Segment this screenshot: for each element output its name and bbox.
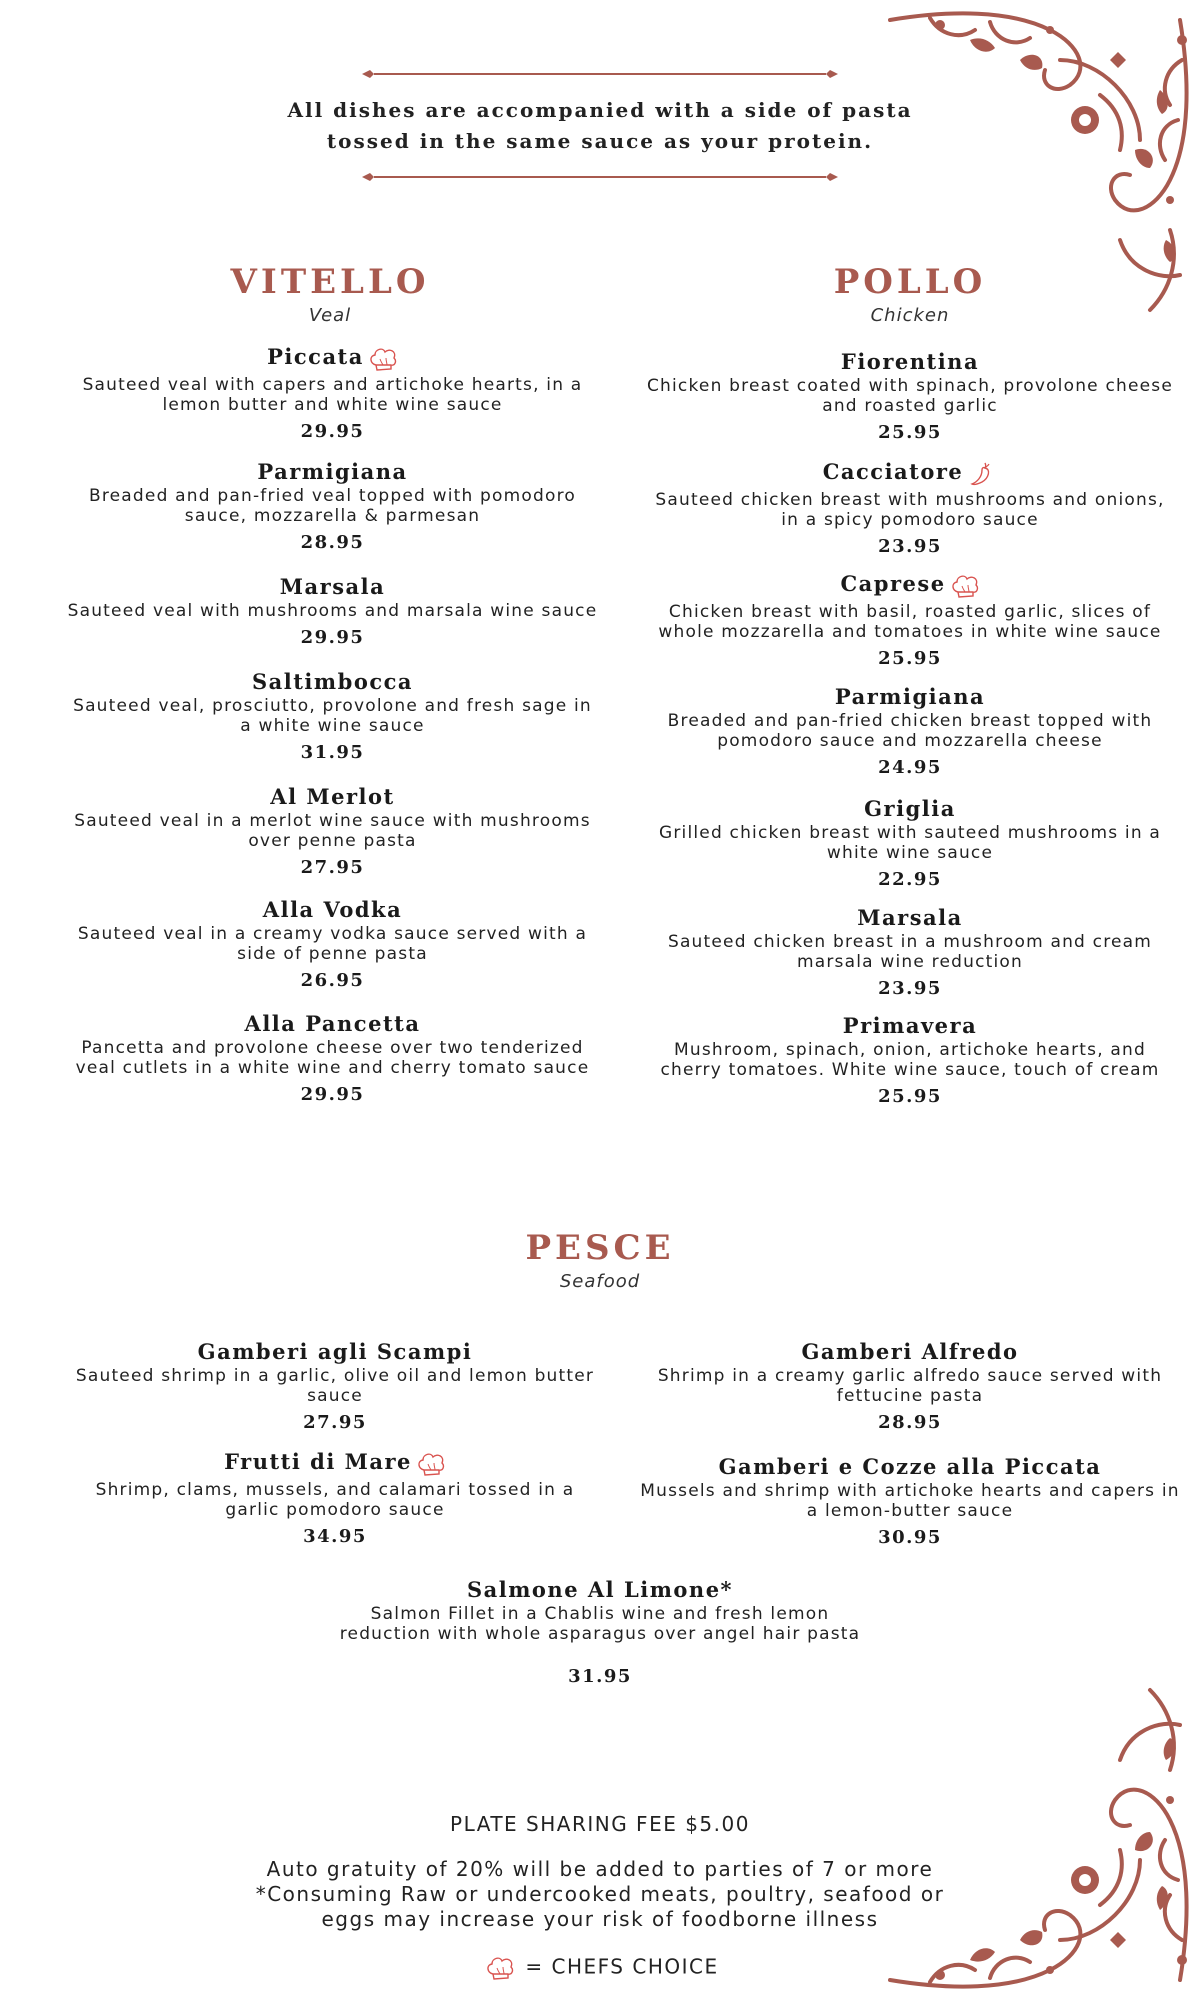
dish-price: 25.95 [878,1086,942,1107]
gratuity-notice: Auto gratuity of 20% will be added to parties of 7 or more [266,1857,934,1881]
menu-item-pesce-gamberi-alfredo [650,1340,1170,1433]
dish-description-line-2: reduction with whole asparagus over angel hair pasta [339,1624,861,1644]
dish-price: 28.95 [300,532,365,553]
section-title-pollo: POLLO [833,262,987,302]
dish-description: Chicken breast with basil, roasted garlic, slices of whole mozzarella and tomatoes in white wine sauce [658,602,1162,642]
chef-hat-icon [950,572,980,600]
dish-name: Cacciatore [822,459,964,484]
menu-item-vitello-marsala [55,575,610,648]
section-subtitle-pesce: Seafood [559,1271,641,1292]
dish-name: Gamberi Alfredo [801,1339,1019,1364]
dish-description: Sauteed chicken breast with mushrooms and onions, in a spicy pomodoro sauce [655,490,1165,530]
dish-description: Shrimp in a creamy garlic alfredo sauce served with fettucine pasta [657,1366,1163,1406]
consumption-warning-line-1: *Consuming Raw or undercooked meats, poultry, seafood or [255,1882,945,1906]
dish-description: Sauteed veal with mushrooms and marsala wine sauce [67,601,598,621]
section-subtitle-pollo: Chicken [870,305,950,326]
dish-name: Salmone Al Limone* [466,1577,734,1602]
dish-description: Sauteed veal with capers and artichoke hearts, in a lemon butter and white wine sauce [82,375,583,415]
dish-name: Parmigiana [834,684,986,709]
dish-price: 27.95 [303,1412,367,1433]
menu-item-pesce-frutti-di-mare [85,1450,585,1547]
menu-item-pollo-fiorentina [640,350,1180,443]
menu-item-pollo-primavera [650,1014,1170,1107]
chef-hat-icon [416,1450,446,1478]
chefs-choice-legend: = CHEFS CHOICE [525,1954,719,1979]
dish-price: 22.95 [878,869,942,890]
dish-name: Caprese [840,571,946,596]
dish-name: Alla Pancetta [244,1011,421,1036]
dish-name: Al Merlot [270,784,395,809]
dish-name: Parmigiana [257,459,408,484]
divider-top [360,68,840,80]
menu-item-pesce-gamberi-agli-scampi [70,1340,600,1433]
section-subtitle-vitello: Veal [308,305,352,326]
dish-price: 25.95 [878,422,942,443]
dish-description: Sauteed chicken breast in a mushroom and cream marsala wine reduction [667,932,1153,972]
menu-item-vitello-alla-vodka [70,898,595,991]
chef-hat-icon [368,345,398,373]
dish-name: Primavera [842,1013,978,1038]
dish-price: 24.95 [878,757,942,778]
dish-price: 31.95 [300,742,365,763]
dish-price: 28.95 [878,1412,942,1433]
dish-description: Mussels and shrimp with artichoke hearts and capers in a lemon-butter sauce [640,1481,1180,1521]
menu-item-vitello-saltimbocca [65,670,600,763]
dish-description: Pancetta and provolone cheese over two tenderized veal cutlets in a white wine and cherry tomato sauce [75,1038,590,1078]
dish-name: Piccata [267,344,364,369]
dish-name: Marsala [857,905,963,930]
dish-name: Gamberi agli Scampi [197,1339,473,1364]
menu-item-pesce-salmone-al-limone [300,1578,900,1687]
dish-description: Sauteed veal, prosciutto, provolone and fresh sage in a white wine sauce [73,696,592,736]
dish-description: Sauteed shrimp in a garlic, olive oil and lemon butter sauce [75,1366,595,1406]
plate-sharing-fee: PLATE SHARING FEE $5.00 [450,1812,750,1836]
dish-price: 29.95 [300,627,365,648]
dish-name: Fiorentina [840,349,980,374]
menu-item-pesce-gamberi-e-cozze [640,1455,1180,1548]
intro-note [260,95,940,157]
intro-line-1: All dishes are accompanied with a side of pasta [287,98,913,122]
chef-hat-icon [485,1954,515,1982]
menu-item-vitello-parmigiana [80,460,585,553]
dish-price: 25.95 [878,648,942,669]
dish-name: Alla Vodka [262,897,403,922]
section-title-vitello: VITELLO [230,262,430,302]
dish-price: 23.95 [878,536,942,557]
dish-description: Grilled chicken breast with sauteed mushrooms in a white wine sauce [658,823,1162,863]
dish-price: 30.95 [878,1527,942,1548]
dish-description: Shrimp, clams, mussels, and calamari tossed in a garlic pomodoro sauce [95,1480,575,1520]
menu-item-vitello-al-merlot [70,785,595,878]
menu-item-pollo-marsala [655,906,1165,999]
dish-price: 26.95 [300,970,365,991]
chili-pepper-icon [967,460,997,488]
dish-description: Sauteed veal in a merlot wine sauce with mushrooms over penne pasta [74,811,591,851]
dish-price: 29.95 [300,1084,365,1105]
consumption-warning-line-2: eggs may increase your risk of foodborne illness [321,1907,879,1931]
menu-item-pollo-griglia [650,797,1170,890]
dish-price: 31.95 [568,1666,632,1687]
dish-description: Mushroom, spinach, onion, artichoke hearts, and cherry tomatoes. White wine sauce, touch of cream [660,1040,1160,1080]
dish-name: Marsala [279,574,386,599]
dish-description: Breaded and pan-fried chicken breast topped with pomodoro sauce and mozzarella cheese [667,711,1153,751]
dish-price: 29.95 [300,421,365,442]
legal-notice [220,1857,980,1932]
dish-price: 34.95 [303,1526,367,1547]
dish-name: Gamberi e Cozze alla Piccata [718,1454,1102,1479]
dish-description-line-1: Salmon Fillet in a Chablis wine and fresh lemon [370,1604,830,1624]
menu-item-pollo-parmigiana [655,685,1165,778]
divider-bottom [360,171,840,183]
icon-legend [220,1954,980,1982]
menu-item-pollo-cacciatore [650,460,1170,557]
intro-line-2: tossed in the same sauce as your protein. [326,129,874,153]
dish-description: Chicken breast coated with spinach, provolone cheese and roasted garlic [646,376,1174,416]
dish-name: Frutti di Mare [224,1449,412,1474]
dish-price: 23.95 [878,978,942,999]
dish-price: 27.95 [300,857,365,878]
menu-item-vitello-piccata [65,345,600,442]
dish-description: Sauteed veal in a creamy vodka sauce served with a side of penne pasta [77,924,588,964]
menu-item-pollo-caprese [640,572,1180,669]
dish-description: Breaded and pan-fried veal topped with pomodoro sauce, mozzarella & parmesan [88,486,577,526]
dish-name: Griglia [864,796,956,821]
menu-item-vitello-alla-pancetta [70,1012,595,1105]
section-title-pesce: PESCE [525,1228,675,1268]
dish-name: Saltimbocca [251,669,414,694]
